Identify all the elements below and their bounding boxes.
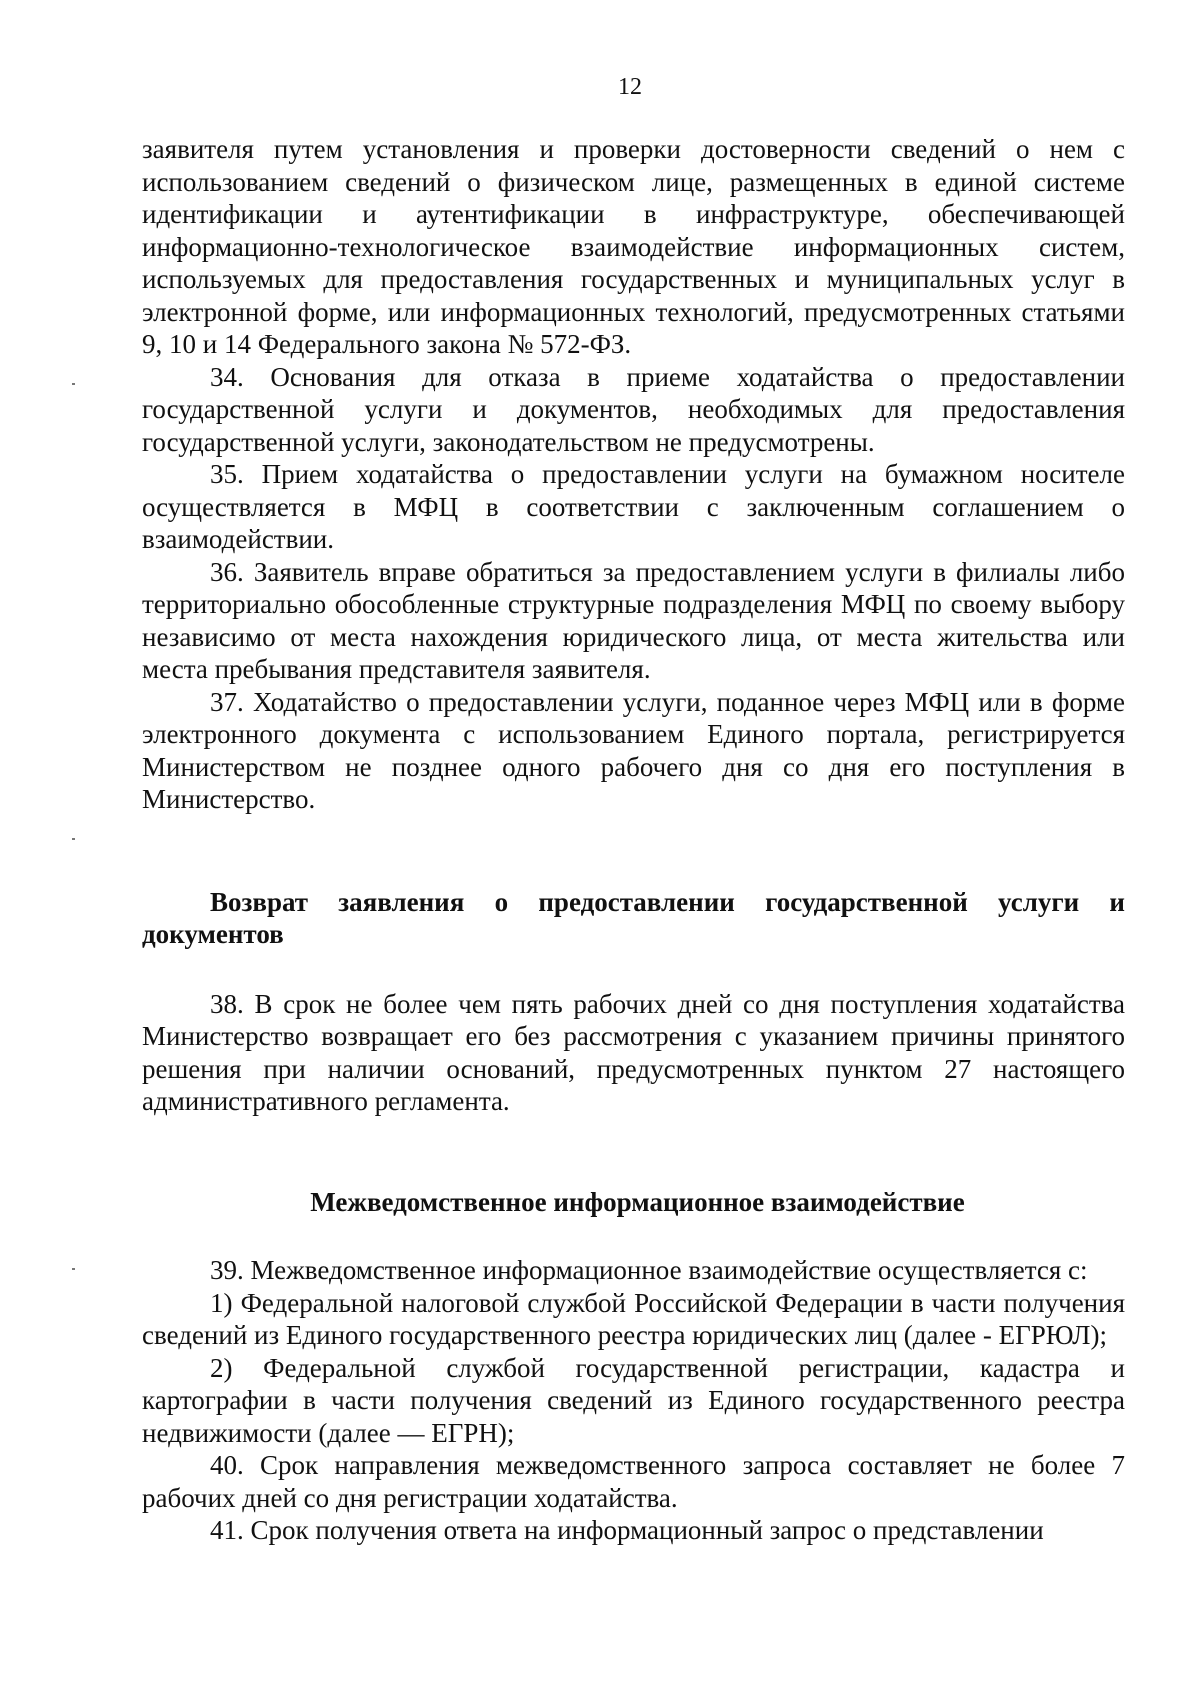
paragraph-34: 34. Основания для отказа в приеме ходатайства о предоставлении государственной услуги и документов, необходимых для предоставления государственной услуги, законодательством не предусмотрены. xyxy=(142,361,1125,457)
paragraph-40: 40. Срок направления межведомственного запроса составляет не более 7 рабочих дней со дня регистрации ходатайства. xyxy=(142,1450,1125,1513)
section-heading-return: Возврат заявления о предоставлении государственной услуги и документов xyxy=(142,886,1125,949)
paragraph-36: 36. Заявитель вправе обратиться за предоставлением услуги в филиалы либо территориально обособленные структурные подразделения МФЦ по своему выбору независимо от места нахождения юридического лица, от места жительства или места пребывания представителя заявителя. xyxy=(142,556,1125,684)
paragraph-41: 41. Срок получения ответа на информационный запрос о представлении xyxy=(210,1515,1044,1545)
paragraph-35: 35. Прием ходатайства о предоставлении услуги на бумажном носителе осуществляется в МФЦ в соответствии с заключенным соглашением о взаимодействии. xyxy=(142,459,1125,554)
margin-mark xyxy=(72,383,75,385)
margin-mark xyxy=(72,838,75,840)
paragraph-37: 37. Ходатайство о предоставлении услуги, поданное через МФЦ или в форме электронного документа с использованием Единого портала, регистрируется Министерством не позднее одного рабочего дня со дня его поступления в Министерство. xyxy=(142,686,1125,814)
paragraph-39: 39. Межведомственное информационное взаимодействие осуществляется с: xyxy=(210,1255,1088,1285)
paragraph-38: 38. В срок не более чем пять рабочих дней со дня поступления ходатайства Министерство возвращает его без рассмотрения с указанием причины принятого решения при наличии оснований, предусмотренных пунктом 27 настоящего административного регламента. xyxy=(142,988,1125,1116)
document-body xyxy=(142,133,1125,1547)
paragraph-39-item-2: 2) Федеральной службой государственной регистрации, кадастра и картографии в части получения сведений из Единого государственного реестра недвижимости (далее — ЕГРН); xyxy=(142,1352,1125,1448)
page-number: 12 xyxy=(618,74,642,100)
paragraph-continuation: заявителя путем установления и проверки достоверности сведений о нем с использованием сведений о физическом лице, размещенных в единой системе идентификации и аутентификации в инфраструктуре, обеспечивающей информационно-технологическое взаимодействие информационных систем, используемых для предоставления государственных и муниципальных услуг в электронной форме, или информационных технологий, предусмотренных статьями 9, 10 и 14 Федерального закона № 572-ФЗ. xyxy=(142,134,1125,359)
section-heading-interagency: Межведомственное информационное взаимодействие xyxy=(310,1186,965,1217)
margin-mark xyxy=(72,1268,75,1270)
paragraph-39-item-1: 1) Федеральной налоговой службой Российской Федерации в части получения сведений из Единого государственного реестра юридических лиц (далее - ЕГРЮЛ); xyxy=(142,1287,1125,1350)
